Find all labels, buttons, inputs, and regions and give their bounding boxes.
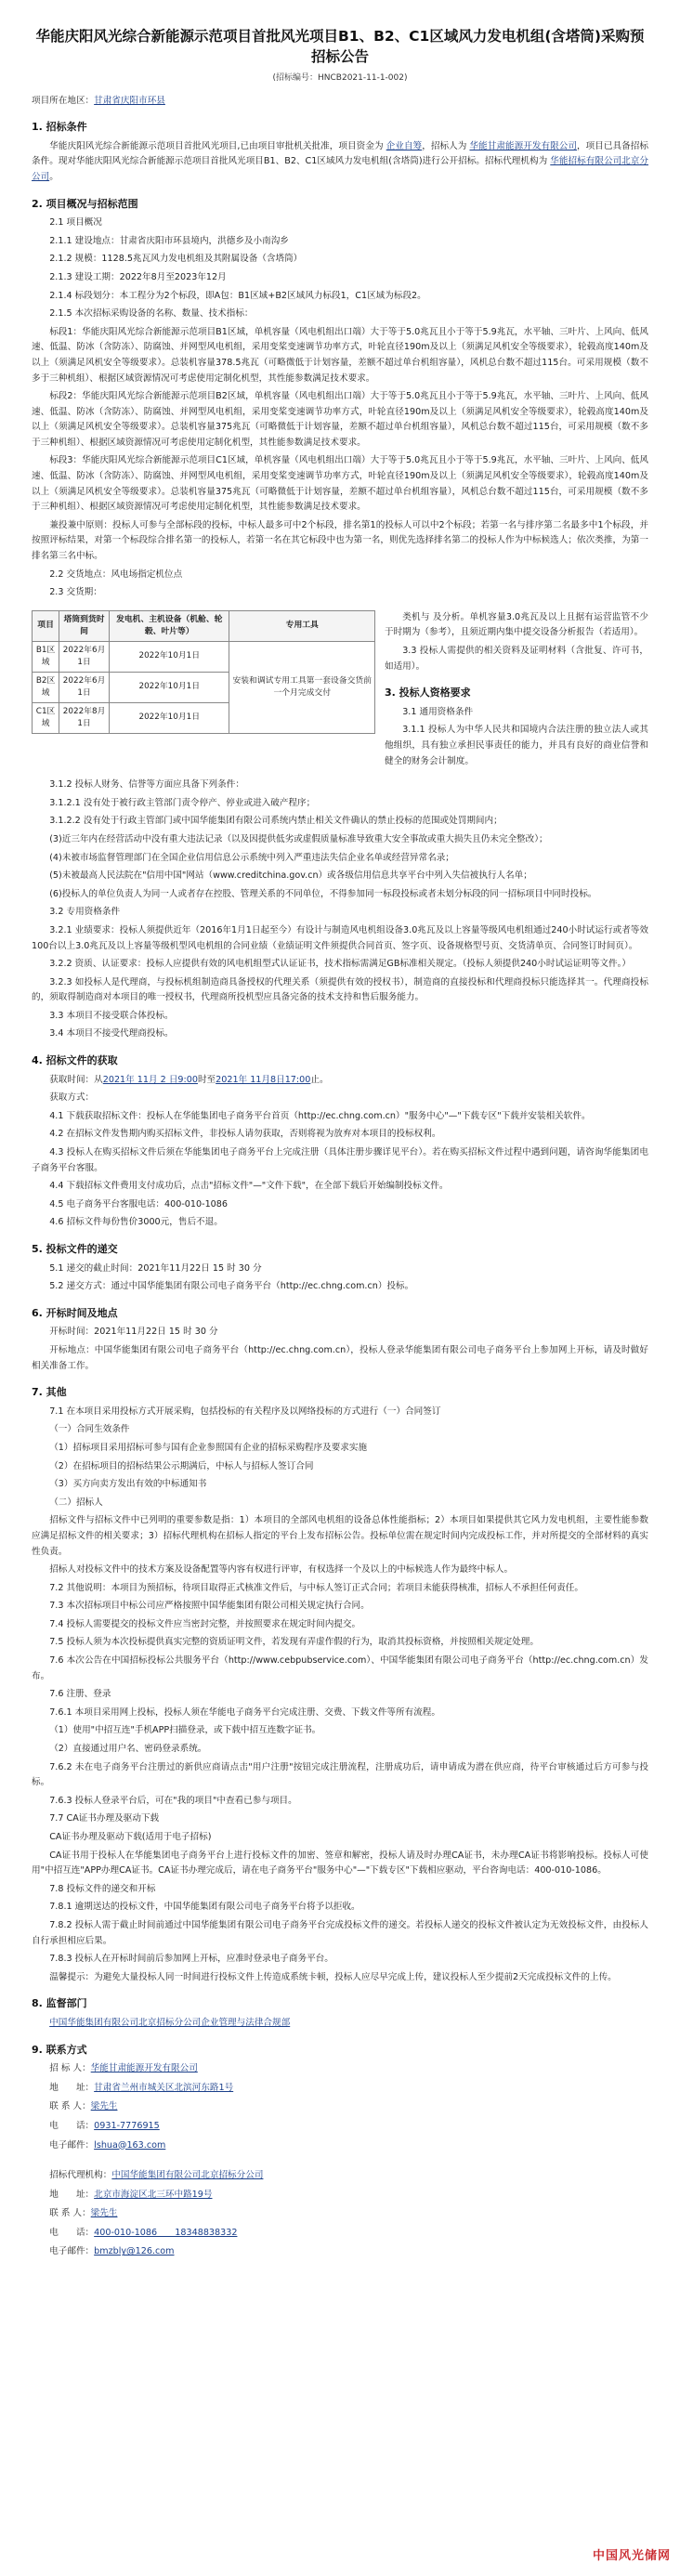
list-item: (3)近三年内在经营活动中没有重大违法记录（以及因提供低劣或虚假质量标准导致重大安全事故或重大损失且仍未完全整改）；: [49, 833, 548, 844]
list-item: 3.2 专用资格条件: [49, 907, 121, 918]
col-tools: 专用工具: [229, 610, 375, 641]
list-item: 3.3 本项目不接受联合体投标。: [49, 1010, 174, 1021]
list-item: （2）在招标项目的招标结果公示期满后，中标人与招标人签订合同: [49, 1460, 314, 1471]
supervision-dept: 中国华能集团有限公司北京招标分公司企业管理与法律合规部: [49, 2017, 291, 2028]
table-row: B1区域 2022年6月1日 2022年10月1日 安装和调试专用工具第一套设备交货前一个月完成交付: [33, 641, 375, 672]
paragraph: 招标人对投标文件中的技术方案及设备配置等内容有权进行评审，有权选择一个及以上的中标候选人作为最终中标人。: [49, 1564, 514, 1576]
tender-agent: 华能招标有限公司北京分公司: [32, 156, 648, 182]
owner-contact: 梁先生: [90, 2101, 118, 2112]
paragraph: 7.3 本次招标项目中标公司应严格按照中国华能集团有限公司相关规定执行合同。: [49, 1601, 370, 1612]
agent-email[interactable]: bmzbly@126.com: [94, 2246, 175, 2257]
agent-phone-line: 电 话：400-010-1086 18348838332: [49, 2227, 238, 2238]
lot-description: 标段1：华能庆阳风光综合新能源示范项目B1区域，单机容量（风电机组出口端）大于等于5.0兆瓦且小于等于5.9兆瓦，水平轴、三叶片、上风向、低风速、低温、防冰（含防冻）、防腐蚀、并网型风电机组，采用变桨变速调节功率方式，叶轮直径190m及以上（须满足风机安全等级要求），轮毂高度140m及以上（须满足风机安全等级要求）。总装机容量378.5兆瓦（可略微低于计划容量，差额不超过单台机组容量），风机总台数不超过115台。可采用规模（数不多于三种机组）、根据区域资源情况可考虑使用定制化机型，其性能参数满足技术要求。: [32, 326, 648, 384]
list-item: CA证书办理及驱动下载(适用于电子招标): [49, 1832, 212, 1842]
delivery-table-wrap: [32, 610, 375, 772]
col-project: 项目: [33, 610, 59, 641]
list-item: （3）买方向卖方发出有效的中标通知书: [49, 1479, 207, 1490]
list-item: (5)未被最高人民法院在"信用中国"网站（www.creditchina.gov.cn）或各级信用信息共享平台中列入失信被执行人名单；: [49, 870, 532, 882]
acquire-time: 获取时间：从2021年 11月 2 日9:00时至2021年 11月8日17:00止。: [49, 1074, 329, 1085]
paragraph: 7.4 投标人需要提交的投标文件应当密封完整，并按照要求在规定时间内提交。: [49, 1618, 361, 1629]
acquire-method: 获取方式：: [49, 1092, 95, 1104]
list-item: 3.1.2 投标人财务、信誉等方面应具备下列条件：: [49, 779, 244, 791]
tools-note: 安装和调试专用工具第一套设备交货前一个月完成交付: [229, 641, 375, 733]
list-item: 7.6.2 未在电子商务平台注册过的新供应商请点击"用户注册"按钮完成注册流程，注册成功后，请申请成为潜在供应商，待平台审核通过后方可参与投标。: [32, 1761, 648, 1788]
opening-time: 开标时间：2021年11月22日 15 时 30 分: [49, 1327, 218, 1338]
section-6-heading: 6. 开标时间及地点: [32, 1306, 118, 1319]
paragraph: 7.5 投标人须为本次投标提供真实完整的资质证明文件，若发现有弄虚作假的行为，取消其投标资格，并按照相关规定处理。: [49, 1637, 539, 1648]
list-item: 7.8.2 投标人需于截止时间前通过中国华能集团有限公司电子商务平台完成投标文件的递交。若投标人递交的投标文件被认定为无效投标文件，由投标人自行承担相应后果。: [32, 1919, 648, 1946]
list-item: CA证书用于投标人在华能集团电子商务平台上进行投标文件的加密、签章和解密，投标人请及时办理CA证书，未办理CA证书将影响投标。投标人可使用"中招互连"APP办理CA证书。CA证书办理完成后，请在电子商务平台"服务中心"—"下载专区"下载相应驱动，平台咨询电话：400-010-1086。: [32, 1850, 648, 1876]
list-item: 3.2.1 业绩要求：投标人须提供近年（2016年1月1日起至今）有设计与制造风电机组设备3.0兆瓦及以上容量等级风电机组通过240小时试运行或者等效100台以上3.0兆瓦及以上容量等级机型风电机组的合同业绩（业绩证明文件须提供合同首页、签字页、设备规格型号页、交货清单页、合同签订时间页）。: [32, 924, 648, 951]
delivery-time: 2.3 交货期：: [49, 587, 102, 598]
section-4-heading: 4. 招标文件的获取: [32, 1054, 118, 1067]
list-item: 3.1.2.1 没有处于被行政主管部门责令停产、停业或进入破产程序；: [49, 797, 316, 808]
owner-address: 甘肃省兰州市城关区北滨河东路1号: [94, 2082, 234, 2093]
owner-address-line: 地 址：甘肃省兰州市城关区北滨河东路1号: [49, 2082, 234, 2093]
list-item: 3.2.2 资质、认证要求：投标人应提供有效的风电机组型式认证证书，技术指标需满足GB标准相关规定。（投标人须提供240小时试运证明等文件。）: [49, 959, 631, 970]
agent-contact-line: 联 系 人：梁先生: [49, 2208, 118, 2219]
section-9-heading: 9. 联系方式: [32, 2043, 87, 2056]
list-item: （二）招标人: [49, 1497, 103, 1508]
list-item: 3.1.2.2 没有处于行政主管部门或中国华能集团有限公司系统内禁止相关文件确认的禁止投标的范围或处罚期间内；: [49, 816, 503, 827]
list-item: （2）直接通过用户名、密码登录系统。: [49, 1744, 207, 1755]
list-item: （一）合同生效条件: [49, 1424, 130, 1435]
list-item: 7.7 CA证书办理及驱动下载: [49, 1813, 160, 1824]
list-item: (6)投标人的单位负责人为同一人或者存在控股、管理关系的不同单位，不得参加同一标段投标或者未划分标段的同一招标项目中同时投标。: [49, 888, 597, 899]
agent-email-line: 电子邮件：bmzbly@126.com: [49, 2246, 175, 2257]
section-1-text: 华能庆阳风光综合新能源示范项目首批风光项目,已由项目审批机关批准，项目资金为 企业自筹，招标人为 华能甘肃能源开发有限公司，项目已具备招标条件。现对华能庆阳风光综合新能源示范项目首批风光项目B1、B2、C1区域风力发电机组(含塔筒)进行公开招标。招标代理机构为 华能招标有限公司北京分公司。: [32, 140, 649, 182]
list-item: 3.2.3 如投标人是代理商，与投标机组制造商具备授权的代理关系（须提供有效的授权书），制造商的直接投标和代理商投标只能选择其一。代理商投标的，须取得制造商对本项目的唯一授权书，代理商所投机型应具备完备的技术支持和售后服务能力。: [32, 976, 648, 1003]
agent-address: 北京市海淀区北三环中路19号: [94, 2189, 213, 2200]
project-line: 2.1.1 建设地点：甘肃省庆阳市环县境内，洪德乡及小南沟乡: [49, 235, 289, 246]
owner-line: 招 标 人：华能甘肃能源开发有限公司: [49, 2063, 198, 2074]
list-item: 4.1 下载获取招标文件：投标人在华能集团电子商务平台首页（http://ec.chng.com.cn）"服务中心"—"下载专区"下载并安装相关软件。: [49, 1110, 591, 1121]
col-tower: 塔筒到货时间: [59, 610, 110, 641]
section-8-heading: 8. 监督部门: [32, 1997, 87, 2010]
section-3-heading: 3. 投标人资格要求: [385, 686, 471, 700]
agent-line: 招标代理机构：中国华能集团有限公司北京招标分公司: [49, 2170, 264, 2181]
project-line: 2.1.2 规模：1128.5兆瓦风力发电机组及其附属设备（含塔筒）: [49, 254, 303, 265]
project-line: 2.1.5 本次招标采购设备的名称、数量、技术指标：: [49, 308, 254, 320]
delivery-section: [32, 610, 648, 772]
agent-name: 中国华能集团有限公司北京招标分公司: [111, 2170, 264, 2181]
section-7-heading: 7. 其他: [32, 1386, 67, 1399]
fund-source: 企业自筹: [386, 140, 423, 151]
owner-email[interactable]: lshua@163.com: [94, 2139, 166, 2151]
agent-address-line: 地 址：北京市海淀区北三环中路19号: [49, 2189, 213, 2200]
list-item: 7.1 在本项目采用投标方式开展采购，包括投标的有关程序及以网络投标的方式进行（一）合同签订: [49, 1406, 441, 1417]
project-line: 2.1.4 标段划分：本工程分为2个标段，即A包：B1区域+B2区域风力标段1，C1区域为标段2。: [49, 290, 426, 301]
paragraph: 7.2 其他说明：本项目为预招标，待项目取得正式核准文件后，与中标人签订正式合同；若项目未能获得核准，招标人不承担任何责任。: [49, 1582, 583, 1593]
tender-number: (招标编号：HNCB2021-11-1-002): [272, 73, 408, 83]
location-label: 项目所在地区：: [32, 95, 95, 106]
list-item: 7.6.1 本项目采用网上投标，投标人须在华能电子商务平台完成注册、交费、下载文件等所有流程。: [49, 1706, 440, 1718]
delivery-side-text: 类机与 及分析。单机容量3.0兆瓦及以上且据有运营监管不少于时期为（参考），且须近期内集中提交设备分析报告（若适用）。 3.3 投标人需提供的相关资料及证明材料（含批复、许可书，如适用）。 3. 投标人资格要求 3.1 通用资格条件 3.1.1 投标人为中华人民共和国境内合法注册的独立法人或其他组织，具有独立承担民事责任的能力，并具有良好的商业信誉和健全的财务会计制度。: [385, 611, 648, 766]
col-main: 发电机、主机设备（机舱、轮毂、叶片等）: [110, 610, 229, 641]
list-item: 7.8.1 逾期送达的投标文件，中国华能集团有限公司电子商务平台将予以拒收。: [49, 1902, 360, 1913]
tender-owner: 华能甘肃能源开发有限公司: [469, 140, 578, 151]
table-header-row: [33, 610, 375, 641]
paragraph: 7.6 本次公告在中国招标投标公共服务平台（http://www.cebpubservice.com）、中国华能集团有限公司电子商务平台（http://ec.chng.com.cn）发布。: [32, 1655, 648, 1681]
location-value: 甘肃省庆阳市环县: [94, 95, 165, 106]
list-item: (4)未被市场监督管理部门在全国企业信用信息公示系统中列入严重违法失信企业名单或经营异常名录；: [49, 852, 454, 863]
list-item: 7.8 投标文件的递交和开标: [49, 1883, 156, 1894]
section-2-heading: 2. 项目概况与招标范围: [32, 197, 138, 210]
section-5-heading: 5. 投标文件的递交: [32, 1243, 118, 1255]
list-item: （1）使用"中招互连"手机APP扫描登录，或下载中招互连数字证书。: [49, 1725, 321, 1736]
award-rule: 兼投兼中原则：投标人可参与全部标段的投标，中标人最多可中2个标段，排名第1的投标人可以中2个标段；若第一名与排序第二名最多中1个标段，并按照评标结果，对第一个标段综合排名第一的投标人，若第一名在其它标段中也为第一名，则优先选择排名第二的投标人作为中标候选人；依次类推，为第一排名第三名中标。: [32, 519, 648, 562]
list-item: 4.2 在招标文件发售期内购买招标文件，非投标人请勿获取，否则将视为放弃对本项目的投标权利。: [49, 1129, 441, 1140]
list-item: （1）招标项目采用招标可参与国有企业参照国有企业的招标采购程序及要求实施: [49, 1442, 368, 1453]
list-item: 4.5 电子商务平台客服电话：400-010-1086: [49, 1198, 228, 1210]
lot-description: 标段3：华能庆阳风光综合新能源示范项目C1区域，单机容量（风电机组出口端）大于等于5.0兆瓦且小于等于5.9兆瓦，水平轴、三叶片、上风向、低风速、低温、防冰（含防冻）、防腐蚀、并网型风电机组，采用变桨变速调节功率方式，叶轮直径190m及以上（须满足风机安全等级要求），轮毂高度140m及以上（须满足风机安全等级要求）。总装机容量375兆瓦（可略微低于计划容量，差额不超过单台机组容量），风机总台数不超过115台，可采用规模（数不多于三种机组）、根据区域资源情况可考虑使用定制化机型，其性能参数满足技术要求。: [32, 455, 648, 513]
list-item: 4.4 下载招标文件费用支付成功后，点击"招标文件"—"文件下载"，在全部下载后开始编制投标文件。: [49, 1181, 449, 1192]
owner-name: 华能甘肃能源开发有限公司: [90, 2063, 198, 2074]
list-item: 4.6 招标文件每份售价3000元，售后不退。: [49, 1217, 223, 1228]
list-item: 7.8.3 投标人在开标时间前后参加网上开标，应准时登录电子商务平台。: [49, 1954, 333, 1965]
section-2-1: 2.1 项目概况: [49, 217, 102, 229]
table-row: C1区域 2022年8月1日 2022年10月1日: [33, 702, 375, 733]
submit-deadline: 5.1 递交的截止时间：2021年11月22日 15 时 30 分: [49, 1262, 262, 1274]
owner-email-line: 电子邮件：lshua@163.com: [49, 2139, 166, 2151]
owner-contact-line: 联 系 人：梁先生: [49, 2101, 118, 2112]
project-location: [32, 94, 648, 110]
qualification-list: [32, 778, 648, 1042]
table-row: B2区域 2022年6月1日 2022年10月1日: [33, 672, 375, 702]
delivery-place: 2.2 交货地点：风电场指定机位点: [49, 569, 183, 580]
agent-phone: 400-010-1086 18348838332: [94, 2227, 238, 2238]
list-item: 4.3 投标人在购买招标文件后须在华能集团电子商务平台上完成注册（具体注册步骤详见平台）。若在购买招标文件过程中遇到问题，请咨询华能集团电子商务平台客服。: [32, 1147, 648, 1173]
owner-phone-line: 电 话：0931-7776915: [49, 2120, 160, 2131]
submit-method: 5.2 递交方式：通过中国华能集团有限公司电子商务平台（http://ec.chng.com.cn）投标。: [49, 1281, 414, 1292]
list-item: 7.6.3 投标人登录平台后，可在"我的项目"中查看已参与项目。: [49, 1795, 297, 1806]
list-item: 温馨提示：为避免大量投标人同一时间进行投标文件上传造成系统卡顿，投标人应尽早完成上传，建议投标人至少提前2天完成投标文件的上传。: [49, 1971, 617, 1982]
delivery-table: [32, 610, 375, 734]
agent-contact: 梁先生: [90, 2208, 118, 2219]
section-1-heading: 1. 招标条件: [32, 121, 87, 134]
opening-place: 开标地点：中国华能集团有限公司电子商务平台（http://ec.chng.com.cn），投标人登录华能集团有限公司电子商务平台上参加网上开标，请及时做好相关准备工作。: [32, 1344, 648, 1371]
project-line: 2.1.3 建设工期：2022年8月至2023年12月: [49, 271, 227, 282]
paragraph: 招标文件与招标文件中已列明的重要参数是指：1）本项目的全部风电机组的设备总体性能指标；2）本项目如果提供其它风力发电机组，主要性能参数应满足招标文件的相关要求；3）招标代理机构在招标人指定的平台上发布招标公告。投标单位需在规定时间内完成投标工作，并对所提交的全部材料的真实性负责。: [32, 1515, 648, 1557]
site-watermark: 中国风光储网: [592, 2549, 671, 2564]
lot-description: 标段2：华能庆阳风光综合新能源示范项目B2区域，单机容量（风电机组出口端）大于等于5.0兆瓦且小于等于5.9兆瓦，水平轴、三叶片、上风向、低风速、低温、防冰（含防冻）、防腐蚀、并网型风电机组，采用变桨变速调节功率方式，叶轮直径190m及以上（须满足风机安全等级要求），轮毂高度140m及以上（须满足风机安全等级要求）。总装机容量375兆瓦（可略微低于计划容量，差额不超过单台机组容量），风机总台数不超过115台，可采用规模（数不多于三种机组）、根据区域资源情况可考虑使用定制化机型，其性能参数满足技术要求。: [32, 391, 648, 448]
list-item: 3.4 本项目不接受代理商投标。: [49, 1028, 174, 1040]
registration-heading: 7.6 注册、登录: [49, 1689, 111, 1700]
document-title: 华能庆阳风光综合新能源示范项目首批风光项目B1、B2、C1区域风力发电机组(含塔筒)采购预招标公告: [35, 28, 645, 65]
owner-phone: 0931-7776915: [94, 2120, 160, 2131]
